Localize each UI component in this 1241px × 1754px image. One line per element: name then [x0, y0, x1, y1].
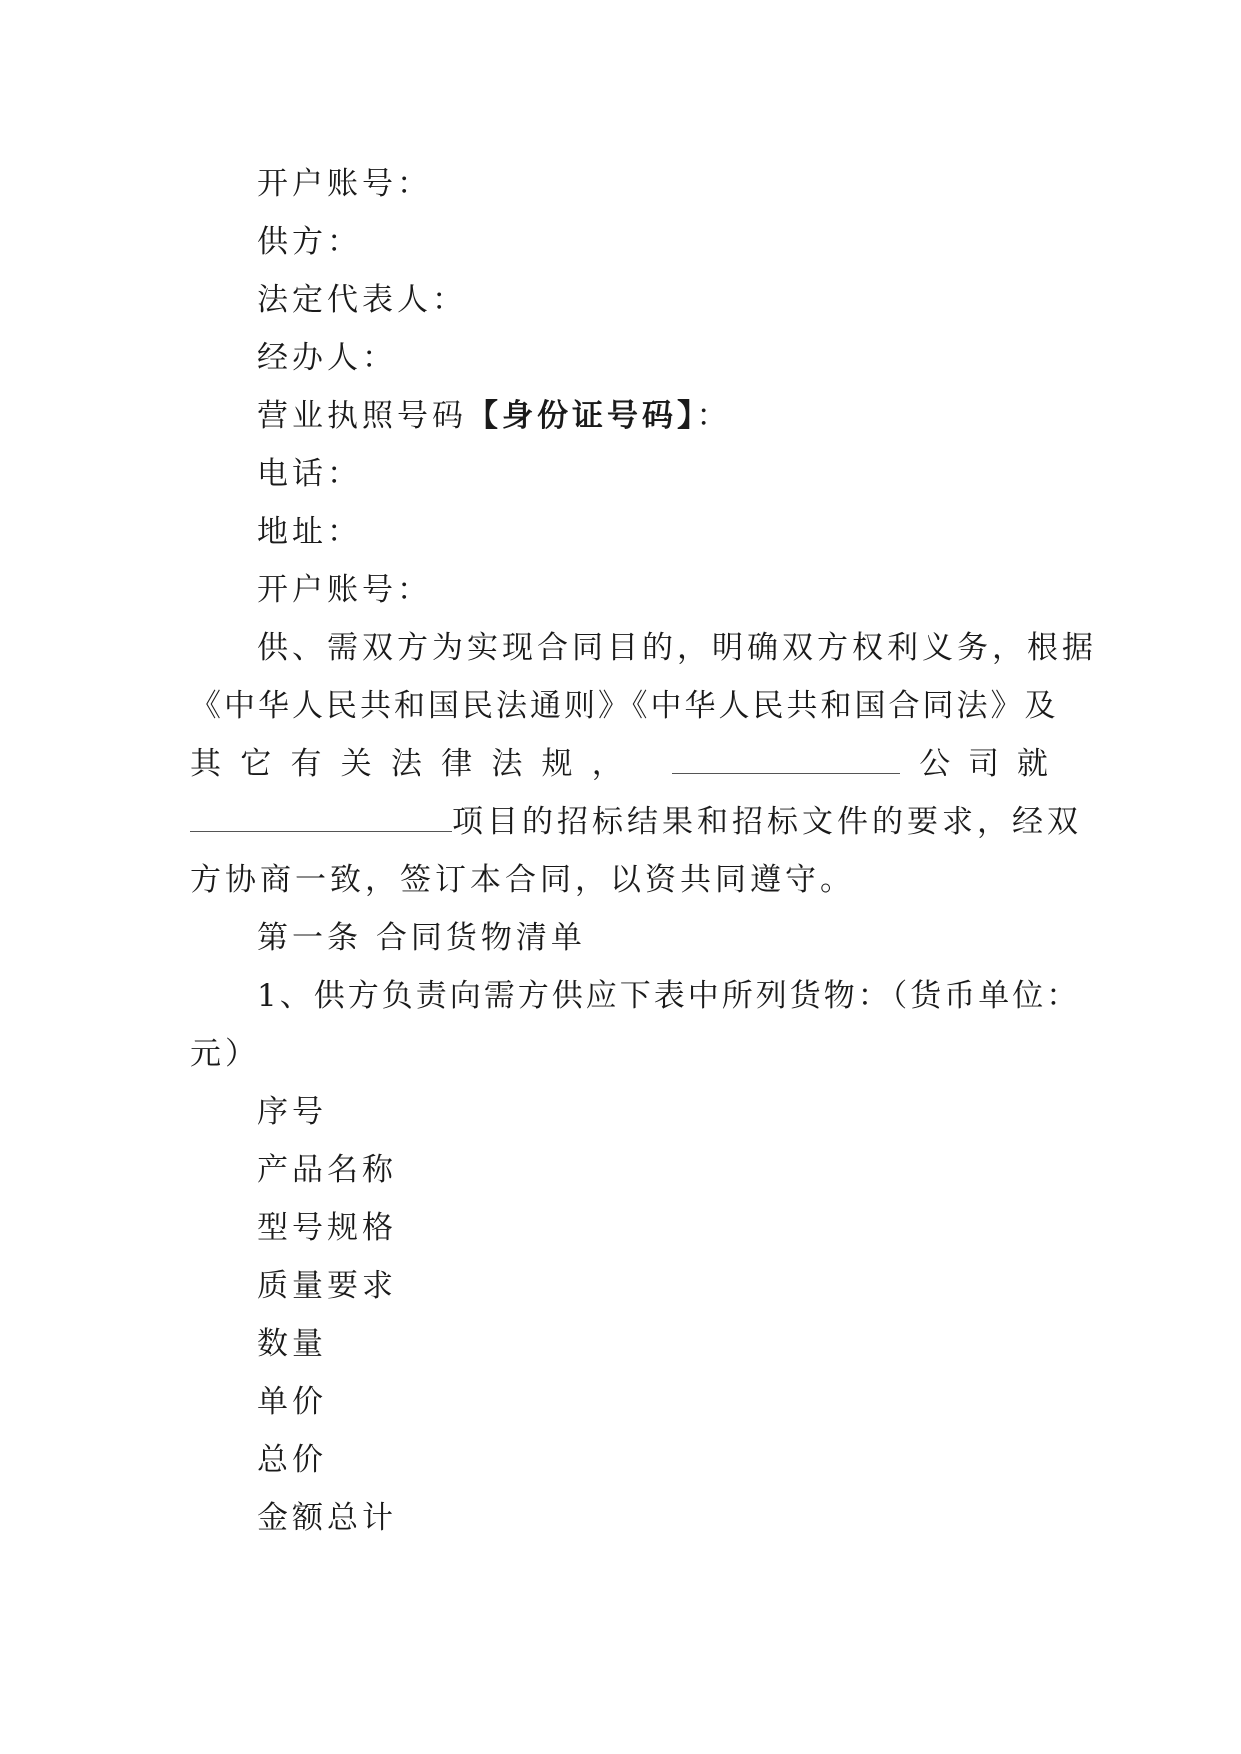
supplier-legal-rep: 法定代表人：	[257, 282, 467, 318]
preamble-line-4-text: 项目的招标结果和招标文件的要求，经双	[452, 804, 1082, 840]
preamble-line-5: 方协商一致，签订本合同，以资共同遵守。	[190, 862, 855, 898]
article-1-heading: 第一条 合同货物清单	[257, 920, 586, 956]
company-name-blank	[672, 745, 900, 774]
table-header-total-price: 总价	[257, 1442, 327, 1478]
supplier-address: 地址：	[257, 514, 362, 550]
company-suffix: 公 司 就	[919, 746, 1052, 782]
preamble-line-2: 《中华人民共和国民法通则》《中华人民共和国合同法》及	[190, 688, 1059, 724]
preamble-word: 其	[190, 746, 221, 782]
supplier-account: 开户账号：	[257, 572, 432, 608]
table-header-quantity: 数量	[257, 1326, 327, 1362]
clause-1-line-2: 元）	[190, 1036, 260, 1072]
preamble-word: 有	[290, 746, 322, 782]
table-header-quality: 质量要求	[257, 1268, 397, 1304]
supplier-phone: 电话：	[257, 456, 362, 492]
clause-1-line-1: 1、供方负责向需方供应下表中所列货物：（货币单位：	[257, 978, 1081, 1014]
preamble-word: 关	[340, 746, 372, 782]
license-colon: ：	[696, 398, 732, 434]
preamble-word: 它	[240, 746, 272, 782]
license-label: 营业执照号码	[257, 398, 467, 434]
id-card-label: 【身份证号码】	[467, 398, 697, 434]
preamble-line-3	[190, 744, 1052, 784]
table-header-model-spec: 型号规格	[257, 1210, 397, 1246]
table-header-serial: 序号	[257, 1094, 327, 1130]
table-header-grand-total: 金额总计	[257, 1500, 397, 1536]
project-name-blank	[190, 803, 452, 832]
preamble-line-4	[190, 802, 1082, 842]
buyer-account-label: 开户账号：	[257, 166, 432, 202]
preamble-word: 法	[491, 746, 523, 782]
supplier-title: 供方：	[257, 224, 362, 260]
supplier-agent: 经办人：	[257, 340, 397, 376]
preamble-word: 法	[390, 746, 422, 782]
table-header-product-name: 产品名称	[257, 1152, 397, 1188]
preamble-line-1: 供、需双方为实现合同目的，明确双方权利义务，根据	[257, 630, 1097, 666]
preamble-word: 规	[541, 746, 573, 782]
table-header-unit-price: 单价	[257, 1384, 327, 1420]
preamble-word: 律	[441, 746, 473, 782]
supplier-license-line	[257, 396, 732, 436]
preamble-word: ，	[591, 746, 623, 782]
